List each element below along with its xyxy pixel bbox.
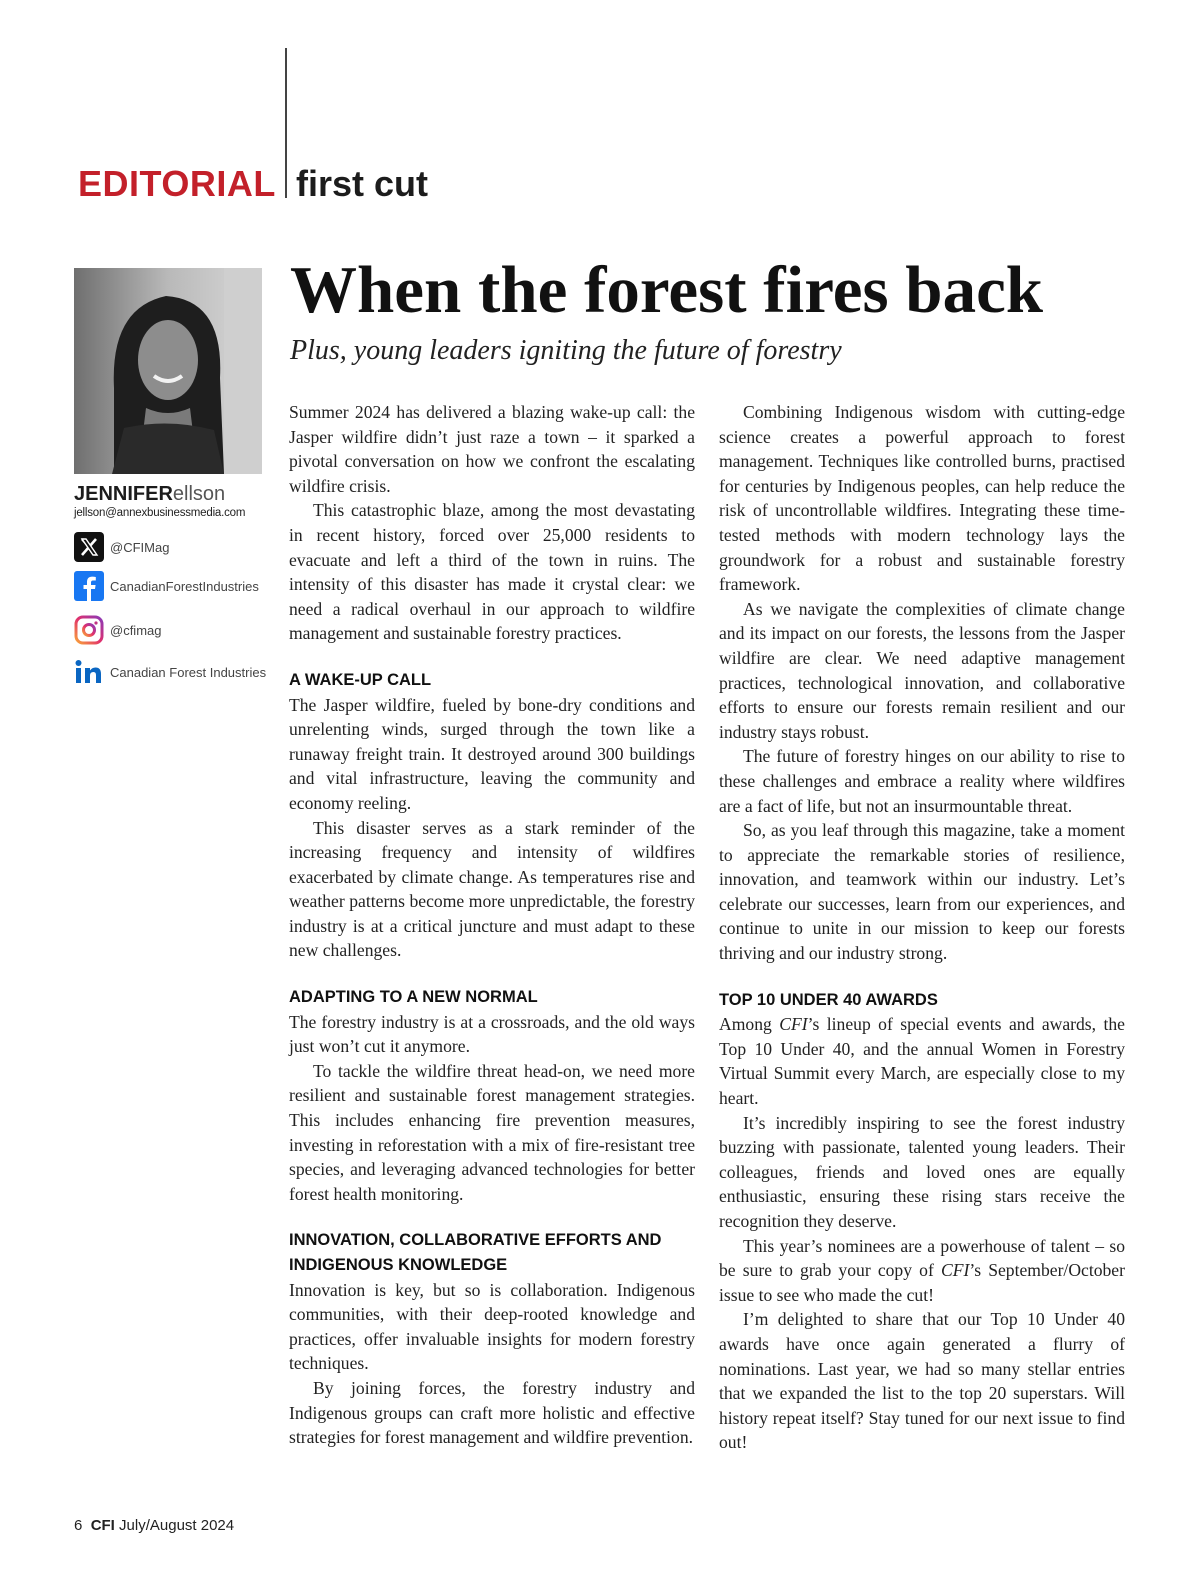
- section-heading: TOP 10 UNDER 40 AWARDS: [719, 990, 938, 1009]
- paragraph: Summer 2024 has delivered a blazing wake-up call: the Jasper wildfire didn’t just raze a town – it sparked a pivotal conversation on how we confront the escalating wildfire crisis.: [289, 402, 695, 496]
- magazine-name: CFI: [940, 1260, 970, 1281]
- paragraph: By joining forces, the forestry industry and Indigenous groups can craft more holistic and effective strategies for forest management and wildfire prevention.: [289, 1377, 695, 1448]
- x-icon: [74, 532, 104, 562]
- section-heading: ADAPTING TO A NEW NORMAL: [289, 988, 538, 1007]
- social-facebook-handle: CanadianForestIndustries: [110, 578, 259, 594]
- social-instagram[interactable]: [74, 615, 162, 645]
- social-instagram-handle: @cfimag: [110, 622, 162, 638]
- article-column-right: [719, 400, 1125, 1455]
- article-column-left: [289, 400, 695, 1450]
- article-headline: When the forest fires back: [290, 253, 1044, 327]
- paragraph: To tackle the wildfire threat head-on, we need more resilient and sustainable forest management strategies. This includes enhancing fire prevention measures, investing in reforestation with a mix of fire-resistant tree species, and leveraging advanced technologies for better forest health monitoring.: [289, 1060, 695, 1204]
- author-last-name: ellson: [172, 483, 226, 505]
- author-name: [74, 481, 225, 507]
- instagram-icon: [74, 615, 104, 645]
- text-run: This year’s nominees are a powerhouse of talent – so be sure to grab your copy of: [719, 1235, 1125, 1281]
- social-x[interactable]: [74, 532, 169, 562]
- page-number: 6: [74, 1517, 83, 1534]
- author-first-name: JENNIFER: [74, 483, 173, 505]
- paragraph: Innovation is key, but so is collaboration. Indigenous communities, with their deep-rooted knowledge and practices, offer invaluable insights for modern forestry techniques.: [289, 1279, 695, 1374]
- subsection-label: first cut: [296, 163, 429, 204]
- paragraph: [719, 1012, 1125, 1110]
- author-email[interactable]: jellson@annexbusinessmedia.com: [74, 507, 246, 519]
- paragraph: The Jasper wildfire, fueled by bone-dry conditions and unrelenting winds, surged through the town like a runaway freight train. It destroyed around 300 buildings and vital infrastructure, leaving the community and economy reeling.: [289, 694, 695, 813]
- issue-date: July/August 2024: [119, 1517, 235, 1534]
- article-dek: Plus, young leaders igniting the future of forestry: [290, 335, 842, 366]
- author-portrait-image: [74, 268, 262, 474]
- paragraph: I’m delighted to share that our Top 10 Under 40 awards have once again generated a flurry of nominations. Last year, we had so many stellar entries that we expanded the list to the top 20 superstars. Will history repeat itself? Stay tuned for our next issue to find out!: [719, 1309, 1125, 1453]
- paragraph: The forestry industry is at a crossroads, and the old ways just won’t cut it anymore.: [289, 1011, 695, 1057]
- linkedin-icon: [74, 657, 104, 687]
- page-footer: [74, 1517, 234, 1534]
- author-photo: [74, 268, 262, 474]
- paragraph: It’s incredibly inspiring to see the forest industry buzzing with passionate, talented young leaders. Their colleagues, friends and loved ones are equally enthusiastic, ensuring these rising stars receive the recognition they deserve.: [719, 1112, 1125, 1231]
- text-run: Among: [719, 1014, 780, 1035]
- section-heading: A WAKE-UP CALL: [289, 670, 432, 689]
- header-divider: [285, 48, 287, 198]
- social-linkedin-handle: Canadian Forest Industries: [110, 664, 267, 680]
- paragraph: Combining Indigenous wisdom with cutting-edge science creates a powerful approach to forest management. Techniques like controlled burns, practised for centuries by Indigenous peoples, can help reduce the risk of uncontrollable wildfires. Integrating these time-tested methods with modern technology lays the groundwork for a robust and sustainable forestry framework.: [719, 402, 1125, 595]
- magazine-title: CFI: [90, 1517, 115, 1534]
- paragraph: As we navigate the complexities of climate change and its impact on our forests, the lessons from the Jasper wildfire are clear. We need adaptive management practices, technological innovation, and collaborative efforts to ensure our forests remain resilient and our industry stays robust.: [719, 598, 1125, 742]
- paragraph: So, as you leaf through this magazine, take a moment to appreciate the remarkable stories of resilience, innovation, and teamwork within our industry. Let’s celebrate our successes, learn from our experiences, and continue to unite in our mission to keep our forests thriving and our industry strong.: [719, 820, 1125, 964]
- magazine-name: CFI: [779, 1014, 808, 1035]
- section-label: EDITORIAL: [78, 163, 276, 204]
- social-x-handle: @CFIMag: [110, 539, 170, 555]
- text-run: ’s lineup of special events and awards, the Top 10 Under 40, and the annual Women in Forestry Virtual Summit every March, are especially close to my heart.: [719, 1014, 1125, 1109]
- social-facebook[interactable]: [74, 571, 259, 601]
- text-run: ’s September/October issue to see who made the cut!: [719, 1260, 1125, 1305]
- paragraph: The future of forestry hinges on our ability to rise to these challenges and embrace a reality where wildfires are a fact of life, but not an insurmountable threat.: [719, 746, 1125, 816]
- paragraph: This catastrophic blaze, among the most devastating in recent history, forced over 25,000 residents to evacuate and left a third of the town in ruins. The intensity of this disaster has made it crystal clear: we need a radical overhaul in our approach to wildfire management and sustainable forestry practices.: [289, 500, 695, 644]
- facebook-icon: [74, 571, 104, 601]
- paragraph: This disaster serves as a stark reminder of the increasing frequency and intensity of wildfires exacerbated by climate change. As temperatures rise and weather patterns become more unpredictable, the forestry industry is at a critical juncture and must adapt to these new challenges.: [289, 817, 695, 961]
- social-linkedin[interactable]: [74, 657, 266, 687]
- paragraph: [719, 1234, 1125, 1308]
- section-heading: INNOVATION, COLLABORATIVE EFFORTS AND INDIGENOUS KNOWLEDGE: [289, 1231, 662, 1274]
